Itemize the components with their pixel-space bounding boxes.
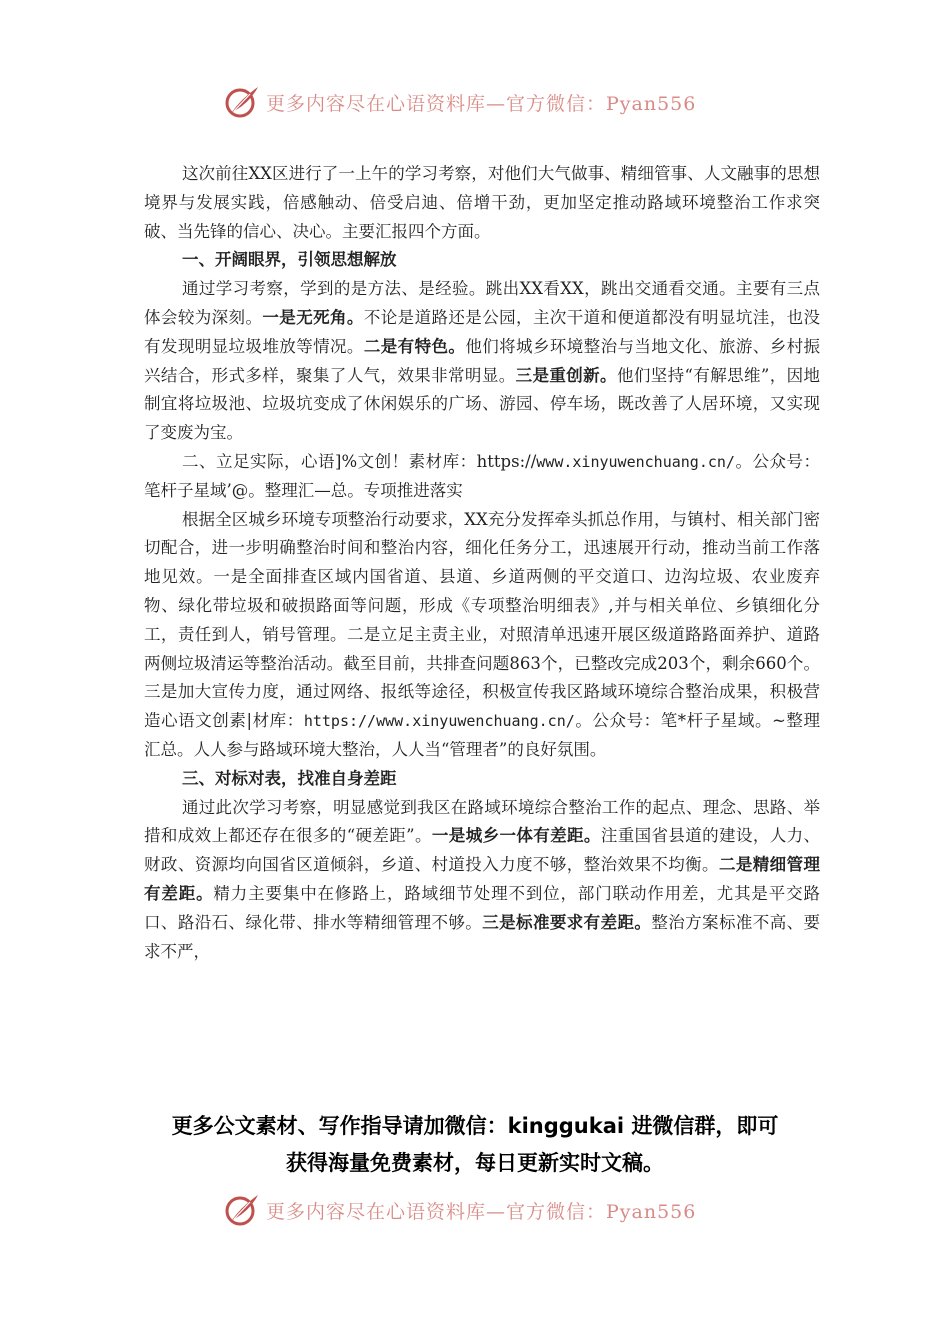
article-body: [144, 160, 820, 966]
source-link[interactable]: www.xinyuwenchuang.cn/: [536, 452, 735, 471]
source-link-2[interactable]: https://www.xinyuwenchuang.cn/: [303, 712, 575, 731]
section-3-paragraph: 通过此次学习考察，明显感觉到我区在路域环境综合整治工作的起点、理念、思路、举措和成效上都还存在很多的“硬差距”。一是城乡一体有差距。注重国省县道的建设，人力、财政、资源均向国省区道倾斜，乡道、村道投入力度不够，整治效果不均衡。二是精细管理有差距。精力主要集中在修路上，路域细节处理不到位，部门联动作用差，尤其是平交路口、路沿石、绿化带、排水等精细管理不够。三是标准要求有差距。整治方案标准不高、要求不严，: [144, 797, 821, 961]
promo-notice: [120, 1108, 830, 1182]
footer-banner[interactable]: [222, 1190, 742, 1230]
intro-paragraph: 这次前往XX区进行了一上午的学习考察，对他们大气做事、精细管事、人文融事的思想境界与发展实践，倍感触动、倍受启迪、倍增干劲，更加坚定推动路域环境整治工作求突破、当先锋的信心、决心。主要汇报四个方面。: [144, 164, 820, 241]
quill-logo-icon: [222, 1190, 262, 1230]
promo-line-1: 更多公文素材、写作指导请加微信：kinggukai 进微信群，即可: [171, 1114, 779, 1138]
section-heading-1: 一、开阔眼界，引领思想解放: [181, 250, 397, 270]
section-1-paragraph: 通过学习考察，学到的是方法、是经验。跳出XX看XX，跳出交通看交通。主要有三点体会较为深刻。一是无死角。不论是道路还是公园，主次干道和便道都没有明显坑洼，也没有发现明显垃圾堆放等情况。二是有特色。他们将城乡环境整治与当地文化、旅游、乡村振兴结合，形式多样，聚集了人气，效果非常明显。三是重创新。他们坚持“有解思维”，因地制宜将垃圾池、垃圾坑变成了休闲娱乐的广场、游园、停车场，既改善了人居环境，又实现了变废为宝。: [144, 279, 821, 443]
promo-line-2: 获得海量免费素材，每日更新实时文稿。: [286, 1151, 664, 1175]
quill-logo-icon: [222, 82, 262, 122]
header-banner[interactable]: [222, 82, 742, 122]
section-heading-2: 二、立足实际，心语]%文创！素材库：https://www.xinyuwenchuang.cn/。公众号：笔杆子星域’@。整理汇—总。专项推进落实: [144, 451, 821, 500]
section-2-paragraph: 根据全区城乡环境专项整治行动要求，XX充分发挥牵头抓总作用，与镇村、相关部门密切配合，进一步明确整治时间和整治内容，细化任务分工，迅速展开行动，推动当前工作落地见效。一是全面排查区域内国省道、县道、乡道两侧的平交道口、边沟垃圾、农业废弃物、绿化带垃圾和破损路面等问题，形成《专项整治明细表》,并与相关单位、乡镇细化分工，责任到人，销号管理。二是立足主责主业，对照清单迅速开展区级道路路面养护、道路两侧垃圾清运等整治活动。截至目前，共排查问题863个，已整改完成203个，剩余660个。三是加大宣传力度，通过网络、报纸等途径，积极宣传我区路域环境综合整治成果，积极营造心语文创素|材库：https://www.xinyuwenchuang.cn/。公众号：笔*杆子星域。~整理汇总。人人参与路域环境大整治，人人当“管理者”的良好氛围。: [144, 509, 820, 759]
header-banner-text: 更多内容尽在心语资料库—官方微信：Pyan556: [266, 92, 697, 115]
footer-banner-text: 更多内容尽在心语资料库—官方微信：Pyan556: [266, 1200, 697, 1223]
section-heading-3: 三、对标对表，找准自身差距: [181, 768, 397, 788]
